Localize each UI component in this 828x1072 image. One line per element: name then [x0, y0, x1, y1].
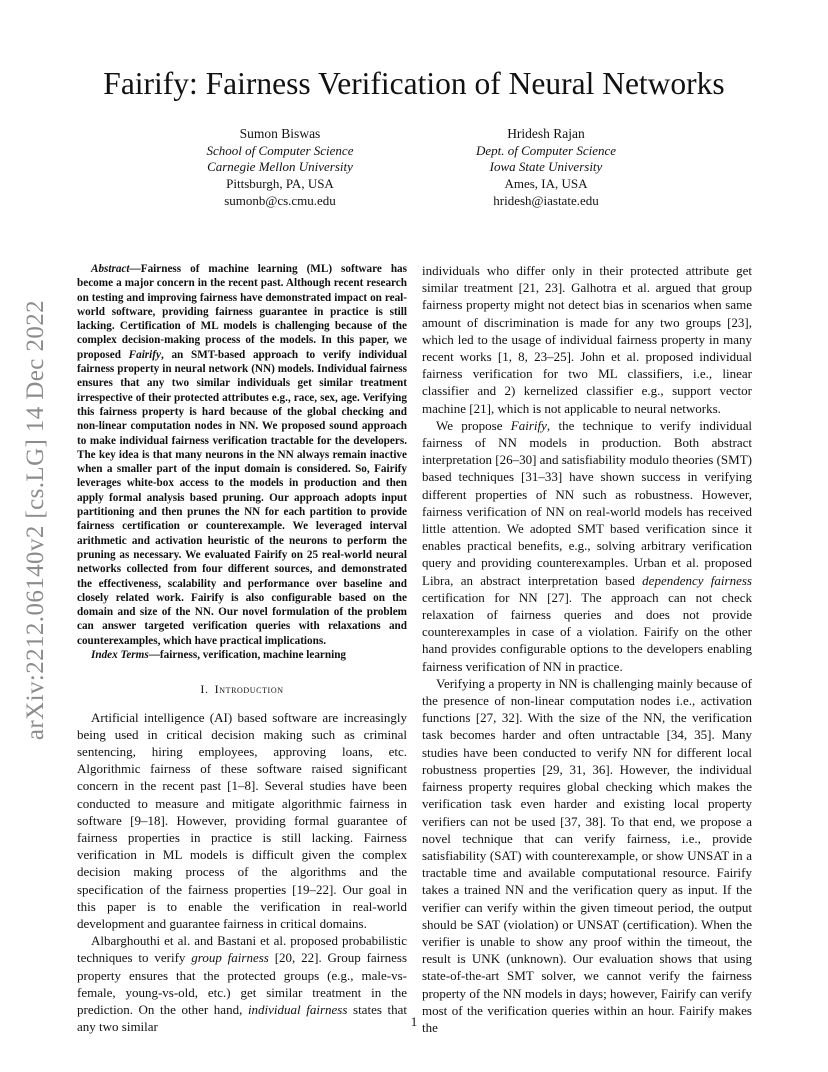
paragraph-text: certification for NN [27]. The approach can not check relaxation of fairness queries and does not provide counterexamples in case of a violation. Fairify on the other hand provides configurable options to the developers enabling fairness verification of NN in practice. — [422, 589, 752, 674]
paper-title: Fairify: Fairness Verification of Neural Networks — [103, 66, 725, 101]
author-institution: Carnegie Mellon University — [207, 159, 353, 175]
abstract-fairify: Fairify — [128, 348, 161, 361]
abstract-dash: — — [129, 263, 141, 275]
author-department: Dept. of Computer Science — [475, 142, 617, 158]
index-terms-lead: Index Terms — [91, 649, 149, 662]
abstract-text: Fairness of machine learning (ML) software has become a major concern in the recent past. Although recent research on testing and improving fairness have demonstrated impact on real-world software, providing fairness guarantee in practice is still lacking. Certification of ML models is challenging because of the complex decision-making process of the models. In this paper, we proposed — [77, 263, 407, 361]
intro-paragraph-continued: individuals who differ only in their protected attribute get similar treatment [21, 23]. Galhotra et al. argued that group fairness property might not detect bias in scenarios when same amount of discrimination is made for any two groups [23], which led to the usage of individual fairness property in many recent works [1, 8, 23–25]. John et al. proposed individual fairness verification for two ML classifiers, i.e., linear classifier and 2) kernelized classifier e.g., support vector machine [21], which is not applicable to neural networks. — [422, 263, 752, 416]
intro-paragraph-4: Verifying a property in NN is challenging mainly because of the presence of non-linear computation nodes i.e., activation functions [27, 32]. With the size of the NN, the verification task becomes harder and often untractable [34, 35]. Many studies have been conducted to verify NN for different local robustness properties [29, 31, 36]. However, the individual fairness property requires global checking which makes the verification task even harder and existing local property verifiers can not be used [37, 38]. To that end, we propose a novel technique that can verify fairness, i.e., provide satisfiability (SAT) with counterexample, or show UNSAT in a tractable time and available computational resource. Fairify takes a trained NN and the verification query as input. If the verifier can verify within the given timeout period, the output should be SAT (violation) or UNSAT (certification). When the verifier is unable to show any proof within the timeout, the result is UNK (unknown). Our evaluation shows that using state-of-the-art SMT solver, we cannot verify the fairness property of the NN models in days; however, Fairify can verify most of the verification queries within an hour. Fairify makes the — [422, 675, 752, 1035]
author-location: Ames, IA, USA — [504, 176, 588, 192]
section-number: I. — [200, 682, 209, 697]
section-title: Introduction — [214, 682, 284, 697]
author-institution: Iowa State University — [489, 159, 603, 175]
author-location: Pittsburgh, PA, USA — [226, 176, 334, 192]
author-email: hridesh@iastate.edu — [493, 192, 599, 208]
index-terms-text: fairness, verification, machine learning — [159, 649, 347, 662]
abstract-text-rest: , an SMT-based approach to verify individual fairness property in neural network (NN) models. Individual fairness ensures that any two similar individuals get similar treatment irrespective of their protected attributes e.g., race, sex, age. Verifying this fairness property is hard because of the global checking and non-linear computation nodes in NN. We proposed sound approach to make individual fairness verification tractable for the developers. The key idea is that many neurons in the NN always remain inactive when a smaller part of the input domain is considered. So, Fairify leverages white-box access to the models in production and then apply formal analysis based pruning. Our approach adopts input partitioning and then prunes the NN for each partition to provide fairness certification or counterexample. We leveraged interval arithmetic and activation heuristic of the neurons to perform the pruning as necessary. We evaluated Fairify on 25 real-world neural networks collected from four different sources, and demonstrated the effectiveness, scalability and performance over baseline and closely related work. Fairify is also configurable based on the domain and size of the NN. Our novel formulation of the problem can answer targeted verification queries with relaxations and counterexamples, which have practical implications. — [77, 348, 407, 647]
paragraph-text: [20, 22]. Group fairness property ensures that the protected groups (e.g., male-vs-female, young-vs-old, etc.) get similar treatment in the prediction. On the other hand, — [77, 950, 408, 1017]
intro-paragraph-1: Artificial intelligence (AI) based software are increasingly being used in critical decision making such as criminal sentencing, hiring employees, approving loans, etc. Algorithmic fairness of these software raised significant concern in the recent past [1–8]. Several studies have been conducted to measure and mitigate algorithmic fairness in software [9–18]. However, providing formal guarantee of fairness properties in practice is still lacking. Fairness verification in ML models is difficult given the complex decision making process of the algorithms and the specification of the fairness properties [19–22]. Our goal in this paper is to enable the verification in real-world development and guarantee fairness in critical domains. — [77, 709, 407, 931]
paragraph-text: states that any two similar — [77, 1001, 407, 1035]
emphasis-dependency-fairness: dependency fairness — [642, 572, 752, 588]
author-department: School of Computer Science — [206, 142, 354, 158]
paragraph-text: , the technique to verify individual fairness of NN models in production. Both abstract interpretation [26–30] and satisfiability modulo theories (SMT) based techniques [31–33] have shown success in verifying different properties of NN such as robustness. However, fairness verification of NN on real-world models has received little attention. We adopted SMT based verification since it enables practical benefits, e.g., solving arbitrary verification query and providing counterexamples. Urban et al. proposed Libra, an abstract interpretation based — [422, 417, 752, 588]
right-column — [422, 262, 752, 1036]
arxiv-stamp-text: arXiv:2212.06140v2 [cs.LG] 14 Dec 2022 — [22, 299, 49, 741]
abstract-lead: Abstract — [91, 263, 130, 275]
emphasis-fairify: Fairify — [510, 417, 547, 433]
page-number: 1 — [410, 1014, 418, 1029]
index-terms-dash: — — [148, 649, 160, 662]
paragraph-text: We propose — [436, 417, 511, 433]
emphasis-group-fairness: group fairness — [191, 950, 269, 966]
author-name: Hridesh Rajan — [507, 126, 585, 141]
author-block-2 — [416, 126, 676, 210]
section-heading-introduction — [77, 681, 407, 698]
paragraph-text: Albarghouthi et al. and Bastani et al. proposed probabilistic techniques to verify — [77, 933, 407, 966]
author-email: sumonb@cs.cmu.edu — [224, 192, 336, 208]
intro-paragraph-3 — [422, 417, 752, 675]
arxiv-identifier-stamp — [20, 275, 52, 765]
left-column — [77, 262, 407, 1035]
emphasis-individual-fairness: individual fairness — [247, 1001, 348, 1017]
index-terms — [77, 648, 407, 662]
author-block-1 — [150, 126, 410, 210]
author-name: Sumon Biswas — [239, 126, 321, 141]
abstract — [77, 262, 407, 648]
